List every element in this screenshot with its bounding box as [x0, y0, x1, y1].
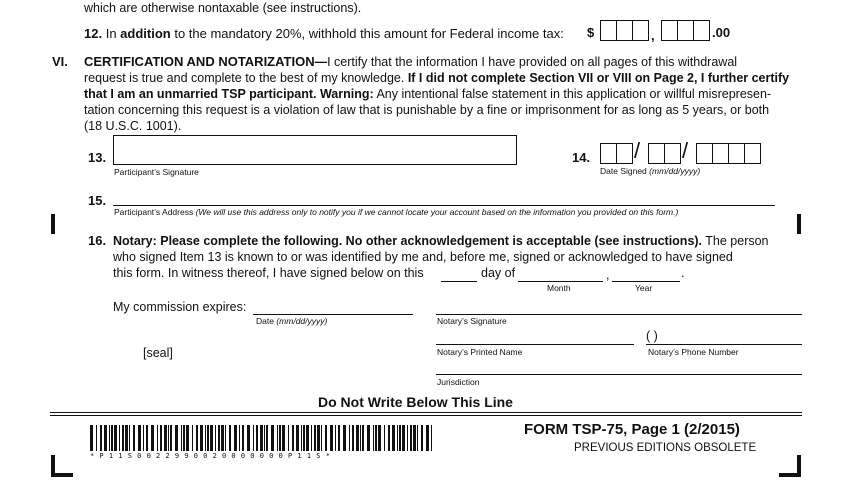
date-day-digit[interactable]: [664, 143, 681, 164]
item-12-line: [84, 26, 564, 41]
jurisdiction-field[interactable]: [436, 374, 802, 375]
item-13-number: 13.: [88, 150, 107, 165]
notary-signature-label: Notary’s Signature: [437, 316, 507, 326]
cert-line-2a: request is true and complete to the best of my knowledge.: [84, 71, 405, 85]
notary-paragraph: [113, 233, 783, 265]
item-14-number: 14.: [572, 150, 591, 165]
form-title: FORM TSP-75, Page 1 (2/2015): [524, 421, 740, 438]
barcode: [90, 425, 436, 453]
item-12-pre: In: [105, 26, 117, 41]
participant-signature-field[interactable]: [113, 135, 517, 165]
amount-digit[interactable]: [600, 20, 617, 41]
notary-signature-field[interactable]: [436, 314, 802, 315]
jurisdiction-label: Jurisdiction: [437, 377, 480, 387]
obsolete-notice: PREVIOUS EDITIONS OBSOLETE: [574, 442, 757, 454]
do-not-write-heading: Do Not Write Below This Line: [318, 394, 513, 410]
notary-line-3a: this form. In witness thereof, I have signed below on this: [113, 266, 424, 280]
seal-label: [seal]: [143, 346, 173, 360]
notary-instruction: Notary: Please complete the following. No other acknowledgement is acceptable (see instructions).: [113, 234, 703, 248]
date-year-digit[interactable]: [728, 143, 745, 164]
commission-date-label: Date (mm/dd/yyyy): [256, 316, 328, 326]
notary-day-field[interactable]: [441, 281, 477, 282]
amount-digit[interactable]: [616, 20, 633, 41]
cert-line-5: (18 U.S.C. 1001).: [84, 119, 182, 133]
date-month-digit[interactable]: [616, 143, 633, 164]
month-label: Month: [547, 283, 571, 293]
cert-line-3c: Any intentional false statement in this application or willful misrepresen-: [376, 87, 772, 101]
notary-month-field[interactable]: [518, 281, 603, 282]
date-day-digit[interactable]: [648, 143, 665, 164]
phone-area-code: ( ): [646, 329, 658, 343]
notary-phone-field[interactable]: [646, 344, 802, 345]
amount-digit[interactable]: [693, 20, 710, 41]
cert-line-2b: If I did not complete Section VII or VIII on Page 2, I further certify: [407, 71, 790, 85]
notary-printed-name-field[interactable]: [436, 344, 634, 345]
date-month-digit[interactable]: [600, 143, 617, 164]
dollar-sign: $: [587, 25, 595, 40]
corner-mark: [779, 473, 801, 477]
heading-dash: —: [314, 55, 328, 69]
corner-mark: [51, 473, 73, 477]
item-15-number: 15.: [88, 193, 107, 208]
date-slash: /: [634, 138, 641, 163]
amount-comma: ,: [651, 28, 655, 43]
section-numeral: VI.: [52, 54, 68, 69]
year-label: Year: [635, 283, 653, 293]
date-signed-label: Date Signed (mm/dd/yyyy): [600, 166, 701, 176]
registration-mark: [51, 214, 55, 234]
date-year-digit[interactable]: [744, 143, 761, 164]
participant-address-field[interactable]: [113, 205, 775, 206]
date-slash: /: [682, 138, 689, 163]
cert-line-1: I certify that the information I have provided on all pages of this withdrawal: [327, 55, 738, 69]
commission-date-field[interactable]: [253, 314, 413, 315]
cert-line-3a: that I am an unmarried TSP participant.: [84, 87, 317, 101]
item-16-number: 16.: [88, 233, 107, 248]
amount-digit[interactable]: [661, 20, 678, 41]
item-12-number: 12.: [84, 26, 103, 41]
notary-comma: ,: [606, 268, 610, 282]
notary-year-field[interactable]: [612, 281, 680, 282]
amount-digit[interactable]: [632, 20, 649, 41]
date-year-digit[interactable]: [696, 143, 713, 164]
notary-printed-name-label: Notary’s Printed Name: [437, 347, 523, 357]
commission-label: My commission expires:: [113, 300, 247, 314]
section-6-paragraph: [84, 54, 804, 134]
cert-line-4: tation concerning this request is a violation of law that is punishable by a fine or imprisonment for as long as 5 years, or both: [84, 103, 770, 117]
warning-label: Warning:: [319, 87, 374, 101]
barcode-text: * P 1 1 S 0 0 2 2 9 9 0 0 2 0 0 0 0 0 0 0 P 1 1 S *: [90, 452, 331, 460]
amount-cents: .00: [712, 25, 731, 40]
amount-digit[interactable]: [677, 20, 694, 41]
notary-line-2: who signed Item 13 is known to or was identified by me and, before me, signed or acknowledged to have signed: [113, 250, 733, 264]
notary-line-1: The person: [705, 234, 769, 248]
date-year-digit[interactable]: [712, 143, 729, 164]
notary-period: .: [681, 266, 685, 280]
continued-text: which are otherwise nontaxable (see instructions).: [84, 1, 362, 15]
divider-line: [50, 415, 802, 416]
notary-line-3b: day of: [481, 266, 516, 280]
notary-phone-label: Notary’s Phone Number: [648, 347, 739, 357]
item-12-bold: addition: [120, 26, 171, 41]
participant-address-label: Participant’s Address (We will use this address only to notify you if we cannot locate your account based on the information you provided on this form.): [114, 207, 679, 217]
divider-line: [50, 412, 802, 413]
participant-signature-label: Participant’s Signature: [114, 167, 199, 177]
section-heading: CERTIFICATION AND NOTARIZATION: [84, 54, 315, 69]
registration-mark: [797, 214, 801, 234]
item-12-text: to the mandatory 20%, withhold this amount for Federal income tax:: [174, 26, 564, 41]
